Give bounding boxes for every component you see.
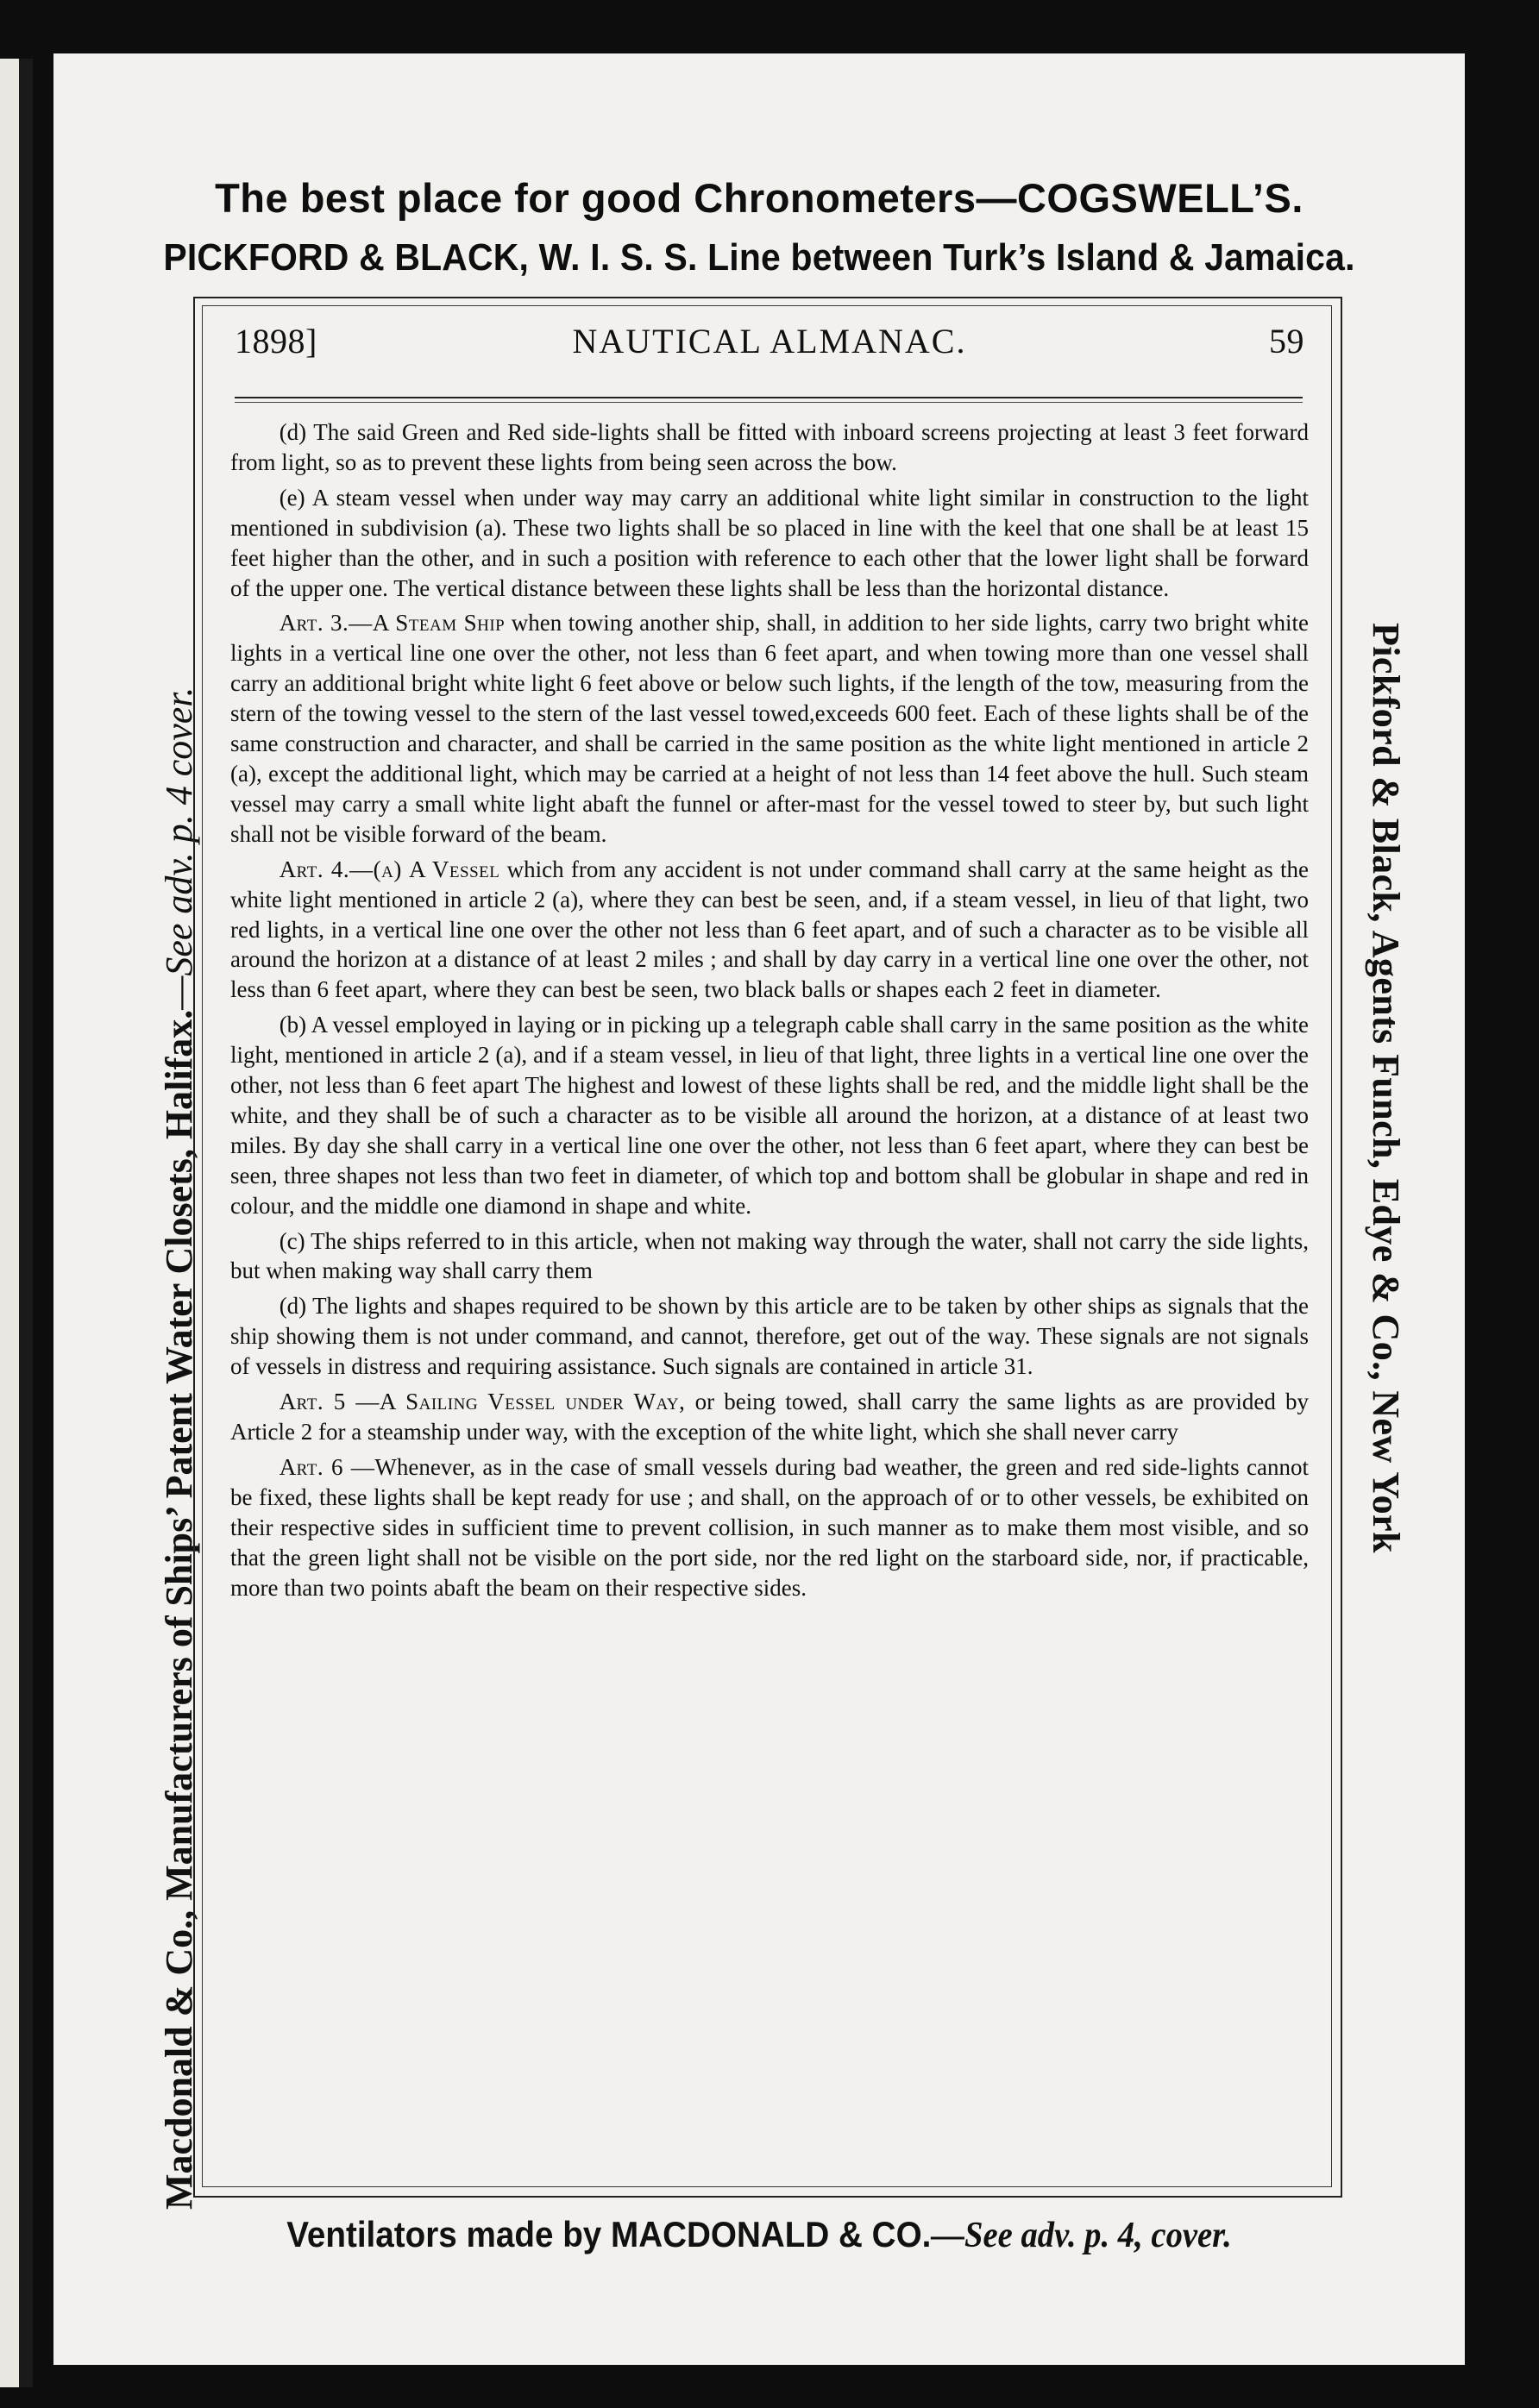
running-header: [235, 321, 1304, 364]
paragraph-label: (b): [279, 1012, 307, 1038]
paragraph-label: (d): [279, 1293, 307, 1320]
article-number: Art. 6 —: [279, 1453, 375, 1480]
top-advert-chronometers: The best place for good Chronometers—COGSWELL’S.: [215, 175, 1303, 221]
paragraph: (e) A steam vessel when under way may carry an additional white light similar in construction to the light mentioned in subdivision (a). These two lights shall be so placed in line with the keel that one shall be at least 15 feet higher than the other, and in such a position with reference to each other that the lower light shall be forward of the upper one. The vertical distance between these lights shall be less than the horizontal distance.: [230, 484, 1310, 601]
top-advert-pickford-black: PICKFORD & BLACK, W. I. S. S. Line between Turk’s Island & Jamaica.: [163, 236, 1355, 279]
header-rule: [235, 397, 1303, 398]
article-body: [230, 417, 1309, 1608]
bottom-advert-reference: —See adv. p. 4, cover.: [931, 2216, 1232, 2255]
header-year: 1898]: [235, 322, 317, 361]
adjacent-page-edge: [0, 59, 33, 2387]
scanned-page: [53, 53, 1465, 2365]
paragraph-label: A Vessel: [409, 856, 500, 882]
bottom-advert-ventilators: [110, 2214, 1408, 2256]
paragraph-label: A Steam Ship: [372, 610, 506, 636]
paragraph-label: (c): [279, 1227, 305, 1254]
paragraph: (d) The lights and shapes required to be shown by this article are to be taken by other ships as signals that the ship showing them is not under command, and cannot, therefore, get out of the way. These signals are not signals of vessels in distress and requiring assistance. Such signals are contained in article 31.: [230, 1293, 1309, 1380]
paragraph: Art. 6 —Whenever, as in the case of small vessels during bad weather, the green and red side-lights cannot be fixed, these lights shall be kept ready for use ; and shall, on the approach of or to other vessels, be exhibited on their respective sides in sufficient time to prevent collision, in such manner as to make them most visible, and so that the green light shall not be visible on the port side, nor the red light on the starboard side, nor, if practicable, more than two points abaft the beam on their respective sides.: [230, 1453, 1310, 1601]
paragraph: (c) The ships referred to in this article, when not making way through the water, shall not carry the side lights, but when making way shall carry them: [230, 1227, 1309, 1284]
article-number: Art. 4.—(a): [279, 856, 402, 882]
page-number: 59: [1269, 322, 1304, 361]
paragraph: Art. 4.—(a) A Vessel which from any accident is not under command shall carry at the same height as the white light mentioned in article 2 (a), where they can best be seen, and, if a steam vessel, in lieu of that light, two red lights, in a vertical line one over the other not less than 6 feet apart, and of such a character as to be visible all around the horizon at a distance of at least 2 miles ; and shall by day carry in a vertical line one over the other, not less than 6 feet apart, where they can best be seen, two black balls or shapes each 2 feet in diameter.: [230, 856, 1309, 1003]
article-number: Art. 5 —: [279, 1389, 380, 1415]
paragraph-label: A Sailing Vessel under Way,: [379, 1389, 686, 1415]
header-rule-thin: [235, 402, 1303, 403]
paragraph: (d) The said Green and Red side-lights shall be fitted with inboard screens projecting at least 3 feet forward from light, so as to prevent these lights from being seen across the bow.: [230, 419, 1309, 475]
paragraph: Art. 5 —A Sailing Vessel under Way, or being towed, shall carry the same lights as are provided by Article 2 for a steamship under way, with the exception of the white light, which she shall never carry: [230, 1389, 1309, 1445]
paragraph: (b) A vessel employed in laying or in picking up a telegraph cable shall carry in the same position as the white light, mentioned in article 2 (a), and if a steam vessel, in lieu of that light, three lights in a vertical line one over the other, not less than 6 feet apart The highest and lowest of these lights shall be red, and the middle light shall be the white, and they shall be of such a character as to be visible all around the horizon, at a distance of at least two miles. By day she shall carry in a vertical line one over the other, not less than 6 feet apart, where they can best be seen, three shapes not less than two feet in diameter, of which top and bottom shall be globular in shape and red in colour, and the middle one diamond in shape and white.: [230, 1012, 1309, 1219]
left-advert-main: Macdonald & Co., Manufacturers of Ships’ Patent Water Closets, Halifax.: [158, 1009, 200, 2210]
bottom-advert-main: Ventilators made by MACDONALD & CO.: [286, 2214, 932, 2254]
left-advert-reference: —See adv. p. 4 cover.: [158, 687, 200, 1010]
header-title: NAUTICAL ALMANAC.: [572, 322, 967, 361]
right-side-advert: Pickford & Black, Agents Funch, Edye & Co., New York: [1365, 623, 1407, 1553]
paragraph-label: (e): [279, 484, 305, 511]
article-number: Art. 3.—: [279, 610, 373, 636]
paragraph-label: (d): [279, 419, 307, 445]
paragraph: Art. 3.—A Steam Ship when towing another ship, shall, in addition to her side lights, carry two bright white lights in a vertical line one over the other, not less than 6 feet apart, and when towing more than one vessel shall carry an additional bright white light 6 feet above or below such lights, if the length of the tow, measuring from the stern of the towing vessel to the stern of the last vessel towed,exceeds 600 feet. Each of these lights shall be of the same construction and character, and shall be carried in the same position as the white light mentioned in article 2 (a), except the additional light, which may be carried at a height of not less than 14 feet above the hull. Such steam vessel may carry a small white light abaft the funnel or after-mast for the vessel towed to steer by, but such light shall not be visible forward of the beam.: [230, 610, 1310, 847]
